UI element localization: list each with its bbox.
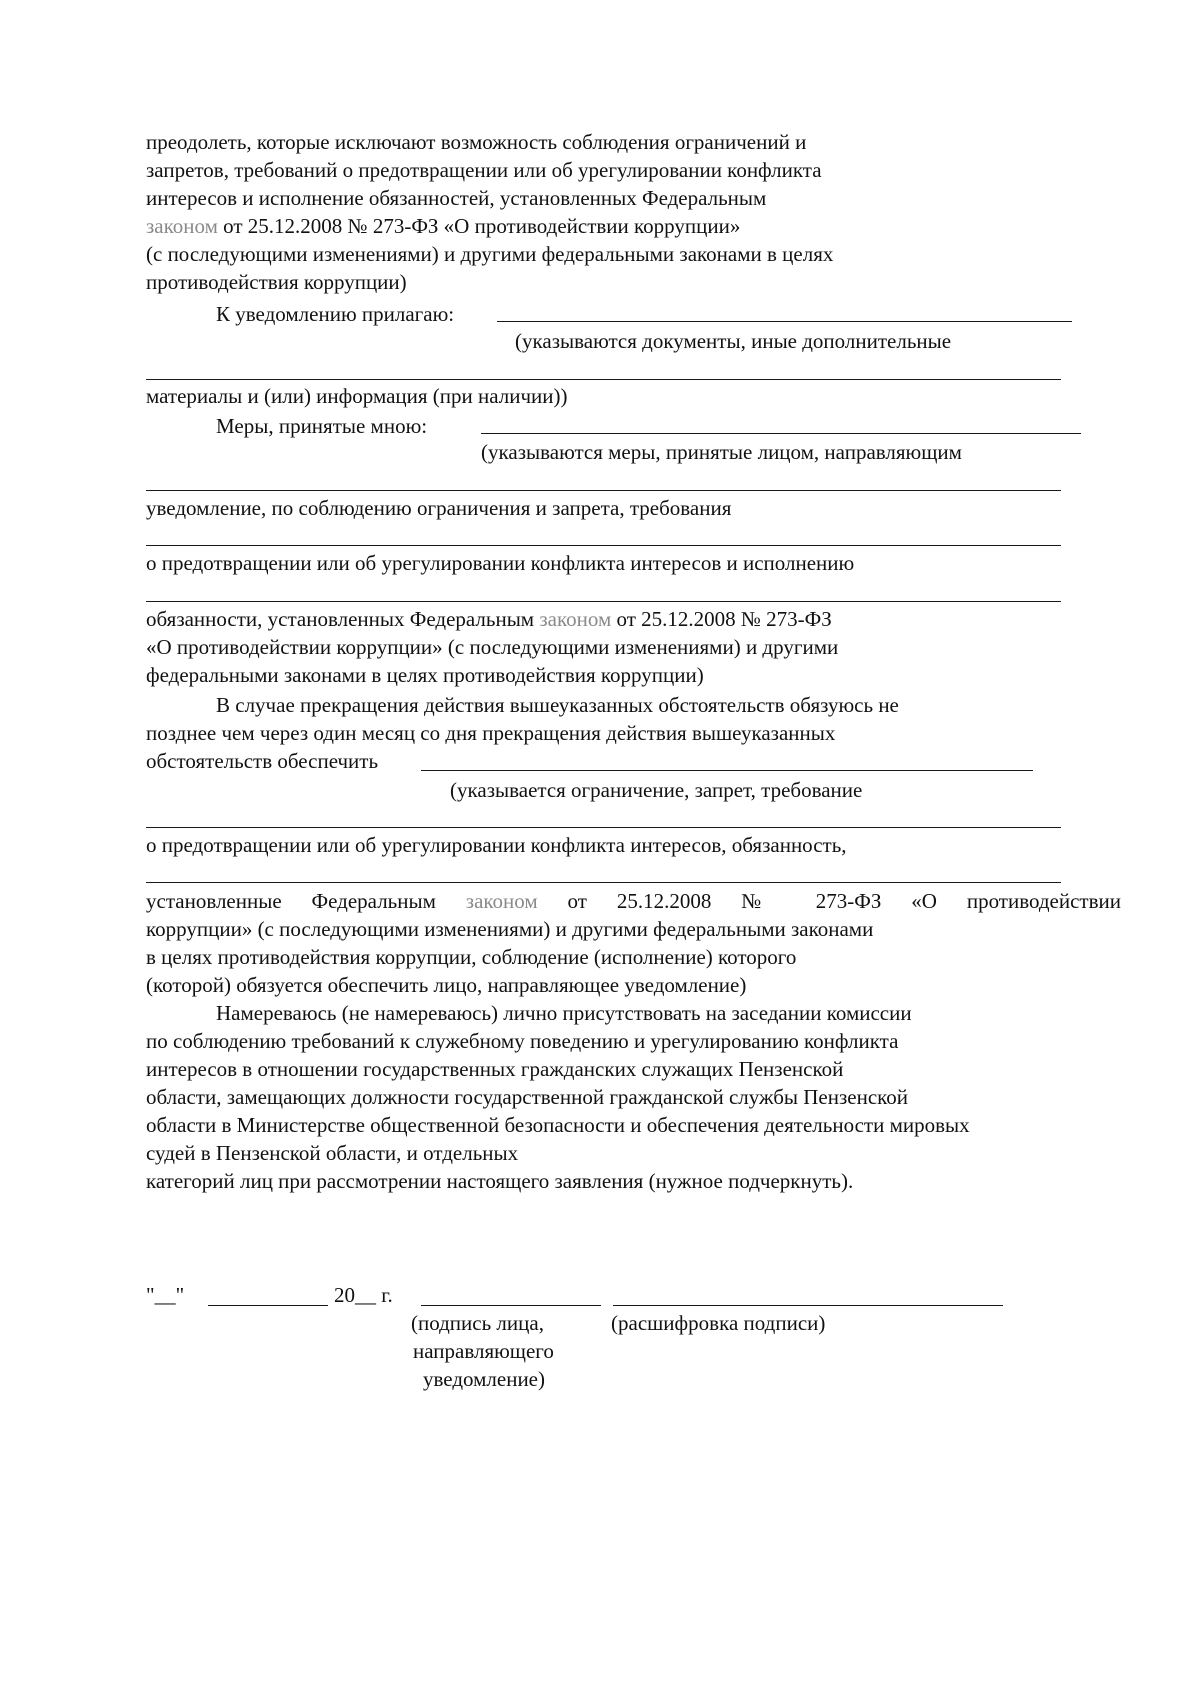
paragraph-line: (с последующими изменениями) и другими федеральными законами в целях <box>146 242 834 266</box>
attach-hint: материалы и (или) информация (при наличии)) <box>146 384 568 408</box>
law-link[interactable]: законом <box>465 889 538 913</box>
termination-fill-line-3[interactable] <box>146 882 1061 883</box>
attach-label: К уведомлению прилагаю: <box>216 302 455 326</box>
termination-hint: в целях противодействия коррупции, соблюдение (исполнение) которого <box>146 945 797 969</box>
signature-decode-caption: (расшифровка подписи) <box>611 1311 826 1335</box>
signature-fill-line[interactable] <box>421 1305 601 1306</box>
measures-hint: федеральными законами в целях противодействия коррупции) <box>146 663 704 687</box>
signature-caption: уведомление) <box>423 1367 546 1391</box>
termination-line: позднее чем через один месяц со дня прекращения действия вышеуказанных <box>146 721 836 745</box>
intent-line: по соблюдению требований к служебному поведению и урегулированию конфликта <box>146 1029 899 1053</box>
measures-fill-line-4[interactable] <box>146 601 1061 602</box>
termination-fill-line-2[interactable] <box>146 827 1061 828</box>
measures-fill-line-3[interactable] <box>146 545 1061 546</box>
termination-fill-line[interactable] <box>421 770 1033 771</box>
attach-hint: (указываются документы, иные дополнительные <box>515 329 952 353</box>
termination-hint: о предотвращении или об урегулировании конфликта интересов, обязанность, <box>146 833 847 857</box>
law-link[interactable]: законом <box>539 607 612 631</box>
paragraph-line: интересов и исполнение обязанностей, установленных Федеральным <box>146 186 767 210</box>
intent-line: интересов в отношении государственных гражданских служащих Пензенской <box>146 1057 844 1081</box>
termination-hint: установленные Федеральным законом от 25.12.2008 № 273-ФЗ «О противодействии <box>146 889 1121 913</box>
date-year: 20__ г. <box>334 1283 393 1307</box>
measures-hint: (указываются меры, принятые лицом, направляющим <box>481 440 962 464</box>
measures-hint: обязанности, установленных Федеральным законом от 25.12.2008 № 273-ФЗ <box>146 607 832 631</box>
law-link[interactable]: законом <box>146 214 218 238</box>
signature-decode-fill-line[interactable] <box>613 1305 1003 1306</box>
termination-hint: (указывается ограничение, запрет, требование <box>450 778 863 802</box>
termination-hint: (которой) обязуется обеспечить лицо, направляющее уведомление) <box>146 973 747 997</box>
date-day-quote: "__" <box>146 1283 185 1307</box>
measures-fill-line-2[interactable] <box>146 490 1061 491</box>
intent-line: категорий лиц при рассмотрении настоящего заявления (нужное подчеркнуть). <box>146 1169 854 1193</box>
attach-fill-line-2[interactable] <box>146 379 1061 380</box>
paragraph-line: запретов, требований о предотвращении или об урегулировании конфликта <box>146 158 822 182</box>
measures-hint: уведомление, по соблюдению ограничения и запрета, требования <box>146 496 732 520</box>
termination-hint: коррупции» (с последующими изменениями) и другими федеральными законами <box>146 917 874 941</box>
date-month-fill-line[interactable] <box>208 1305 328 1306</box>
intent-line: области, замещающих должности государственной гражданской службы Пензенской <box>146 1085 909 1109</box>
intent-line: области в Министерстве общественной безопасности и обеспечения деятельности мировых <box>146 1113 970 1137</box>
paragraph-line: законом от 25.12.2008 № 273-ФЗ «О противодействии коррупции» <box>146 214 741 238</box>
intent-line: судей в Пензенской области, и отдельных <box>146 1141 519 1165</box>
signature-caption: (подпись лица, <box>411 1311 544 1335</box>
signature-caption: направляющего <box>413 1339 554 1363</box>
paragraph-line: преодолеть, которые исключают возможность соблюдения ограничений и <box>146 130 807 154</box>
attach-fill-line[interactable] <box>497 321 1072 322</box>
termination-line: обстоятельств обеспечить <box>146 749 379 773</box>
measures-hint: «О противодействии коррупции» (с последующими изменениями) и другими <box>146 635 839 659</box>
measures-hint: о предотвращении или об урегулировании конфликта интересов и исполнению <box>146 551 855 575</box>
measures-label: Меры, принятые мною: <box>216 414 428 438</box>
termination-line: В случае прекращения действия вышеуказанных обстоятельств обязуюсь не <box>216 693 899 717</box>
measures-fill-line[interactable] <box>481 433 1081 434</box>
intent-line: Намереваюсь (не намереваюсь) лично присутствовать на заседании комиссии <box>216 1001 912 1025</box>
paragraph-line: противодействия коррупции) <box>146 270 407 294</box>
